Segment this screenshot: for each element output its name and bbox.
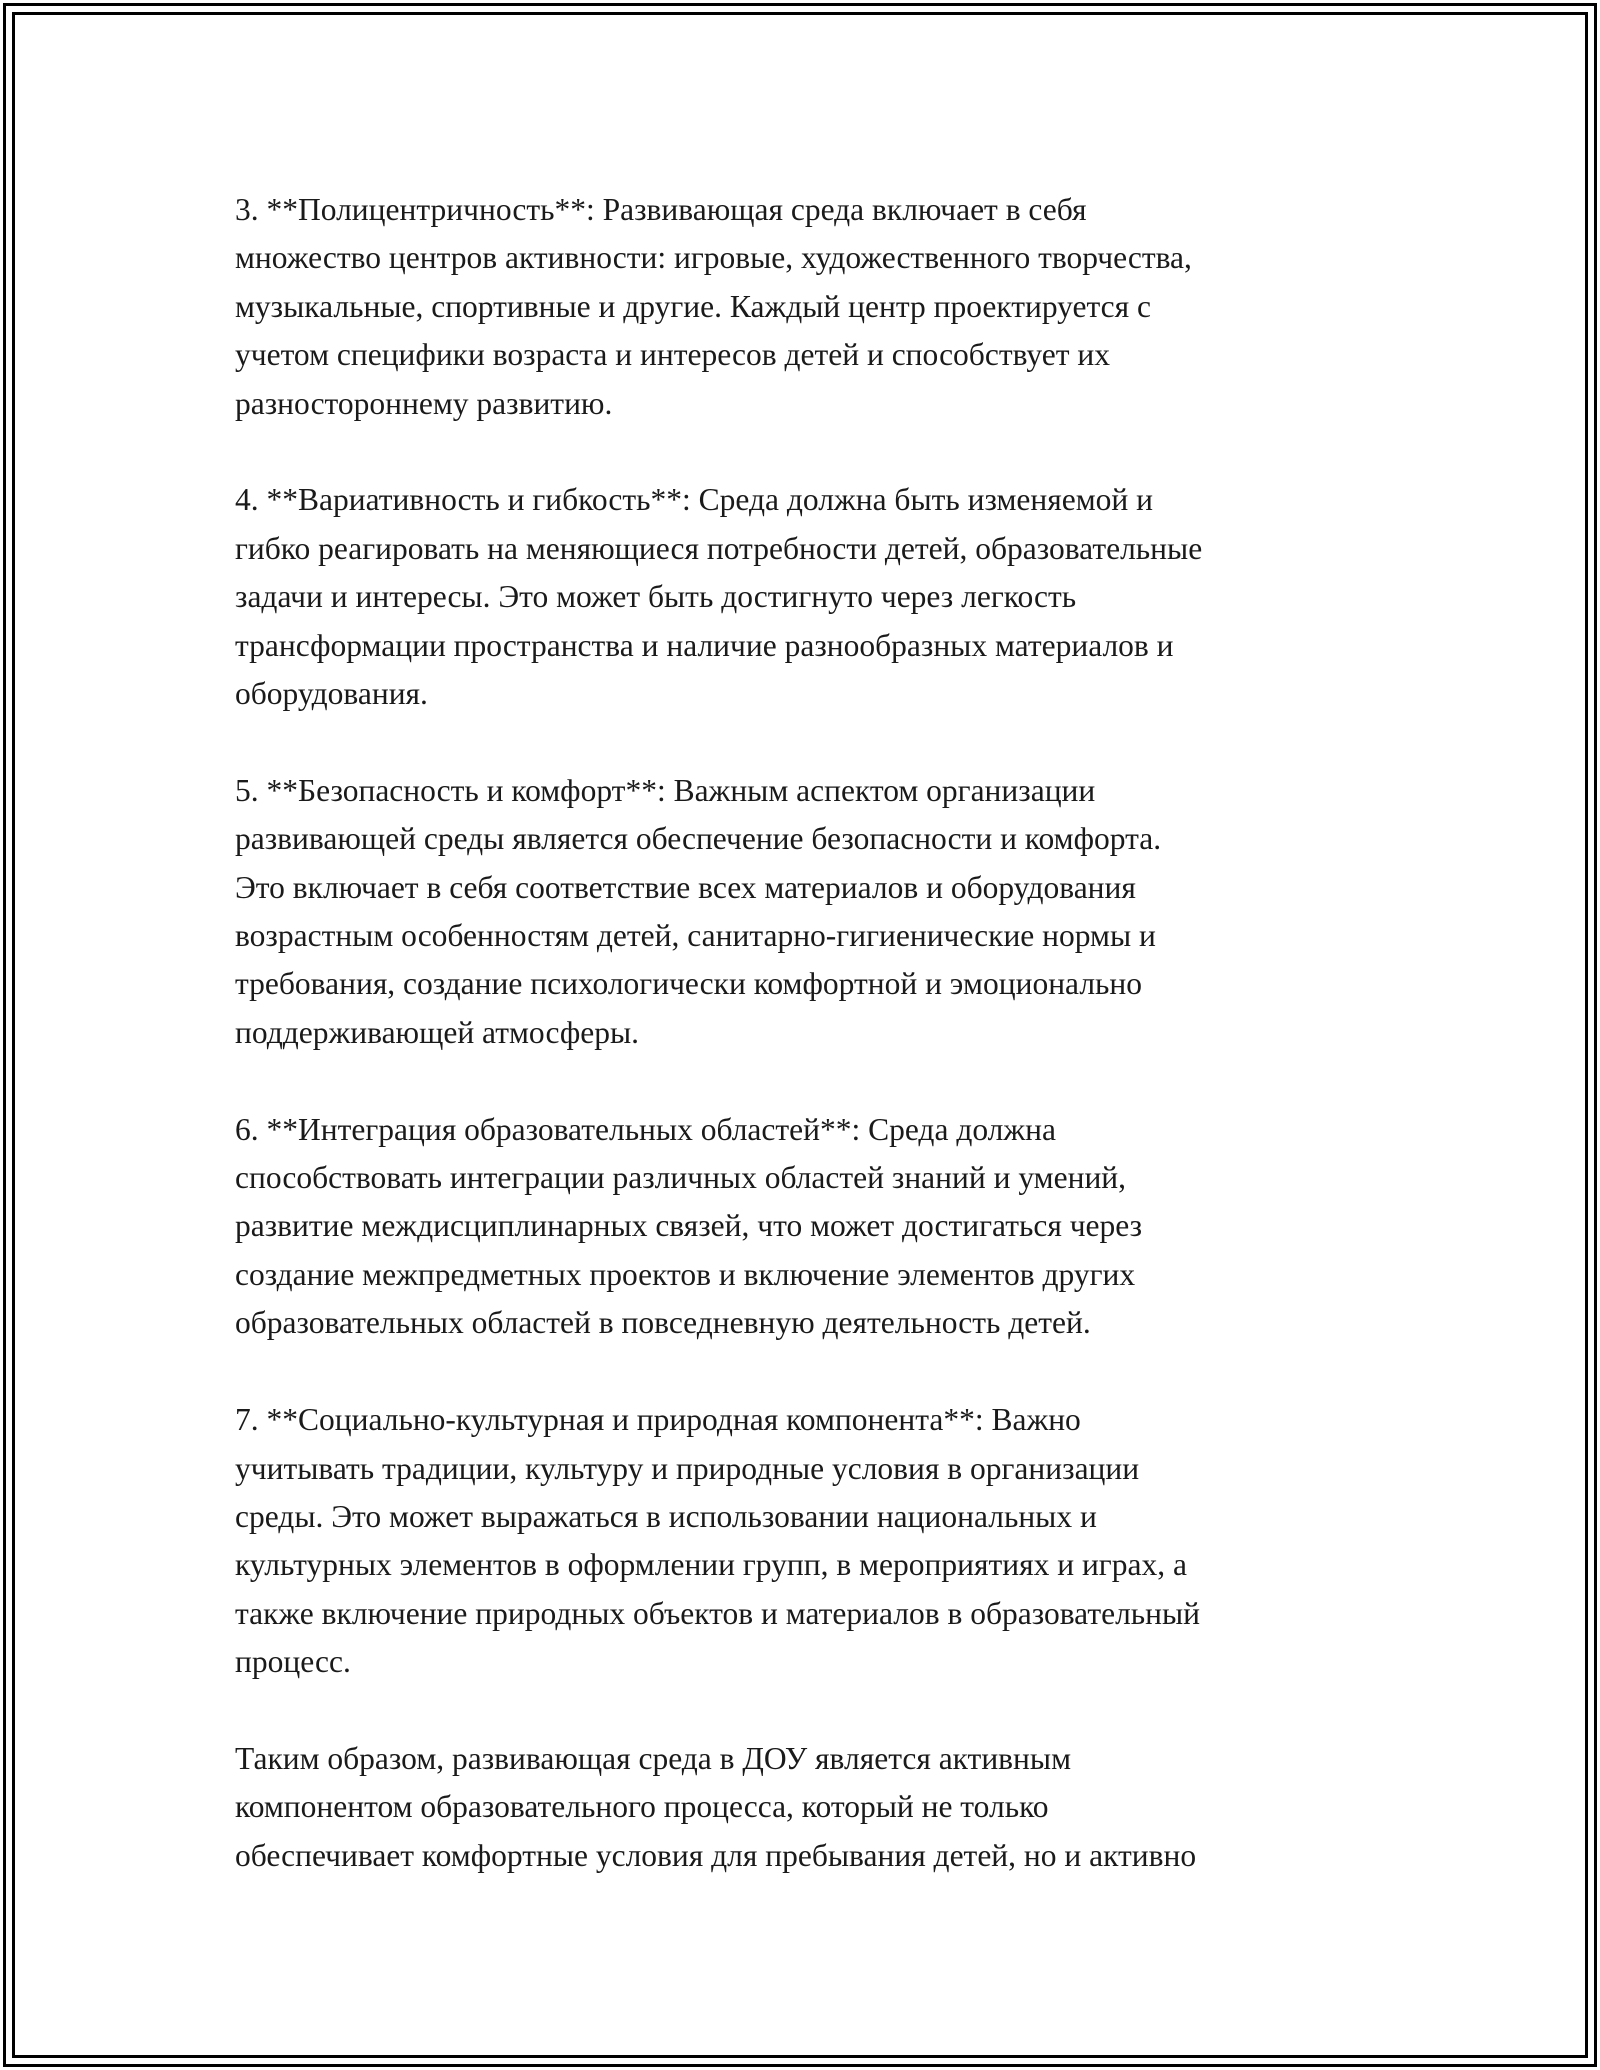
text-line: задачи и интересы. Это может быть достигнуто через легкость	[235, 579, 1077, 615]
text-line: обеспечивает комфортные условия для пребывания детей, но и активно	[235, 1837, 1197, 1873]
text-line: 4. **Вариативность и гибкость**: Среда должна быть изменяемой и	[235, 482, 1153, 518]
document-body	[235, 186, 1380, 1929]
text-line: развитие междисциплинарных связей, что может достигаться через	[235, 1208, 1143, 1244]
text-line: создание межпредметных проектов и включение элементов других	[235, 1256, 1136, 1292]
text-line: Это включает в себя соответствие всех материалов и оборудования	[235, 869, 1136, 905]
text-line: учетом специфики возраста и интересов детей и способствует их	[235, 337, 1110, 373]
text-line: разностороннему развитию.	[235, 385, 613, 421]
text-line: оборудования.	[235, 676, 428, 712]
text-line: компонентом образовательного процесса, который не только	[235, 1789, 1049, 1825]
text-line: 7. **Социально-культурная и природная компонента**: Важно	[235, 1402, 1081, 1438]
text-line: гибко реагировать на меняющиеся потребности детей, образовательные	[235, 530, 1203, 566]
text-line: множество центров активности: игровые, художественного творчества,	[235, 240, 1192, 276]
text-line: развивающей среды является обеспечение безопасности и комфорта.	[235, 821, 1162, 857]
paragraph-integration	[235, 1106, 1380, 1348]
paragraph-variability	[235, 476, 1380, 718]
text-line: трансформации пространства и наличие разнообразных материалов и	[235, 627, 1174, 663]
paragraph-conclusion	[235, 1735, 1380, 1880]
text-line: способствовать интеграции различных областей знаний и умений,	[235, 1160, 1127, 1196]
text-line: культурных элементов в оформлении групп, в мероприятиях и играх, а	[235, 1547, 1187, 1583]
paragraph-safety	[235, 767, 1380, 1057]
text-line: среды. Это может выражаться в использовании национальных и	[235, 1498, 1097, 1534]
text-line: 6. **Интеграция образовательных областей**: Среда должна	[235, 1111, 1056, 1147]
text-line: Таким образом, развивающая среда в ДОУ является активным	[235, 1740, 1072, 1776]
text-line: также включение природных объектов и материалов в образовательный	[235, 1595, 1201, 1631]
text-line: музыкальные, спортивные и другие. Каждый центр проектируется с	[235, 288, 1151, 324]
text-line: возрастным особенностям детей, санитарно-гигиенические нормы и	[235, 918, 1156, 954]
text-line: 3. **Полицентричность**: Развивающая среда включает в себя	[235, 192, 1087, 227]
text-line: поддерживающей атмосферы.	[235, 1014, 639, 1050]
text-line: требования, создание психологически комфортной и эмоционально	[235, 966, 1143, 1002]
paragraph-polycentricity	[235, 186, 1380, 428]
text-line: образовательных областей в повседневную деятельность детей.	[235, 1305, 1091, 1341]
text-line: 5. **Безопасность и комфорт**: Важным аспектом организации	[235, 772, 1096, 808]
text-line: процесс.	[235, 1644, 351, 1680]
text-line: учитывать традиции, культуру и природные условия в организации	[235, 1450, 1140, 1486]
paragraph-sociocultural	[235, 1396, 1380, 1686]
